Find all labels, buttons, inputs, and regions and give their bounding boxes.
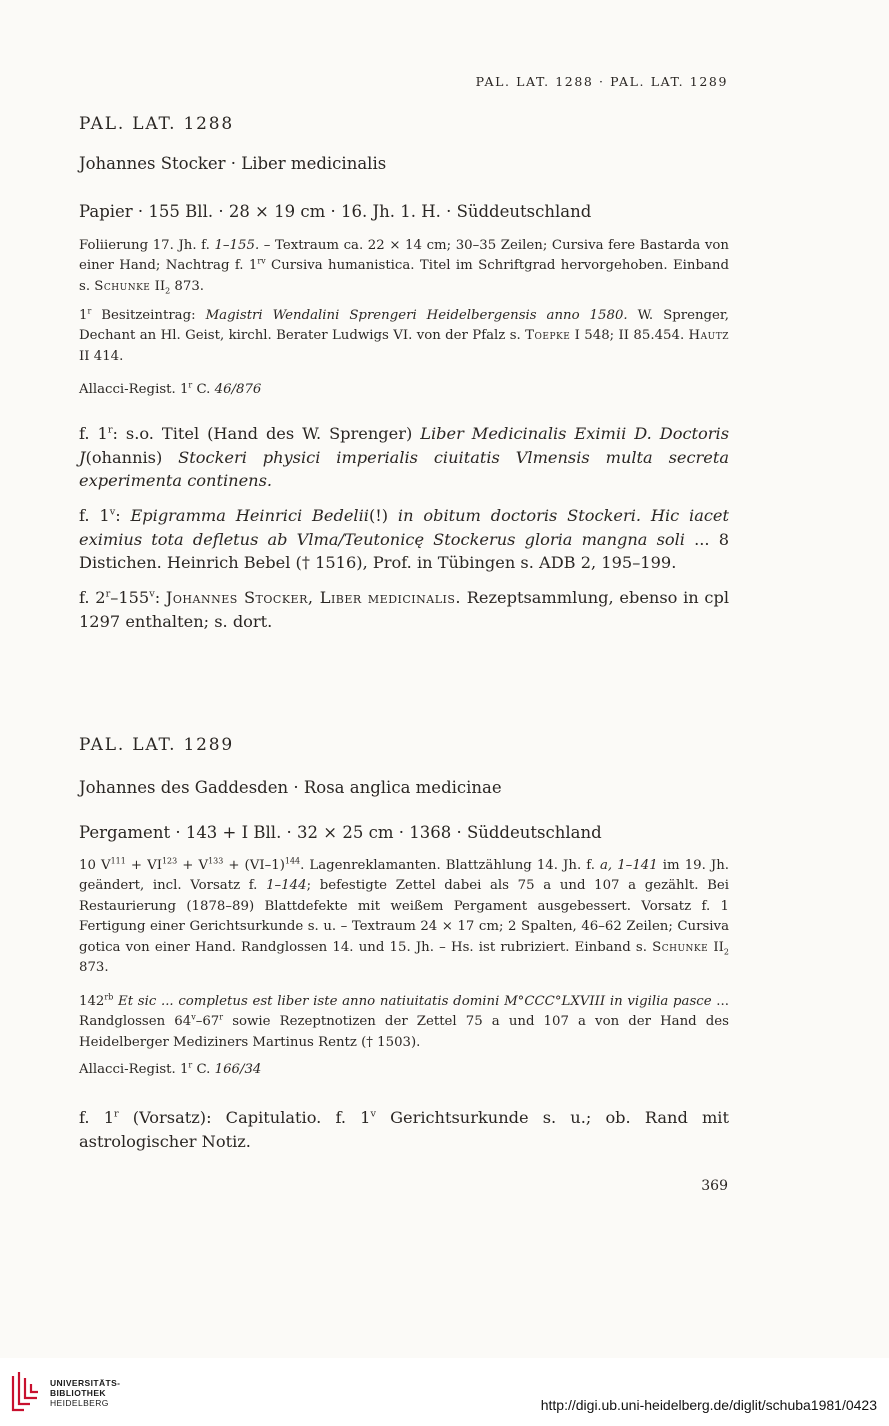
university-library-logo-icon	[10, 1370, 40, 1414]
page-number: 369	[701, 1178, 728, 1194]
entry-title: Johannes des Gaddesden · Rosa anglica medicinae	[79, 778, 502, 797]
codicology-paragraph: Foliierung 17. Jh. f. 1–155. – Textraum ca. 22 × 14 cm; 30–35 Zeilen; Cursiva fere Bastarda von einer Hand; Nachtrag f. $1^{rv}$ Cursiva humanistica. Titel im Schriftgrad hervorgehoben. Einband s. Schunke $II_2$ 873.	[79, 238, 729, 296]
content-paragraph-f2r: f. 2$^r$–155$^v$: Johannes Stocker, Liber medicinalis. Rezeptsammlung, ebenso in cpl 1297 enthalten; s. dort.	[79, 588, 729, 631]
content-paragraph-f1r: f. 1$^r$: s.o. Titel (Hand des W. Sprenger) Liber Medicinalis Eximii D. Doctoris J(ohannis) Stockeri physici imperialis ciuitatis Vlmensis multa secreta experimenta continens.	[79, 424, 730, 491]
permalink-url[interactable]: http://digi.ub.uni-heidelberg.de/diglit/schuba1981/0423	[540, 1397, 877, 1413]
entry-physical-description: Pergament · 143 + I Bll. · 32 × 25 cm · 1368 · Süddeutschland	[79, 823, 602, 842]
entry-signature: PAL. LAT. 1289	[79, 735, 234, 755]
content-paragraph-f1r: f. 1$^r$ (Vorsatz): Capitulatio. f. 1$^v$ Gerichtsurkunde s. u.; ob. Rand mit astrologischer Notiz.	[79, 1108, 729, 1151]
colophon-paragraph: $142^{rb}$ Et sic ... completus est liber iste anno natiuitatis domini M°CCC°LXVIII in vigilia pasce ... Randglossen 64$^v$–67$^r$ sowie Rezeptnotizen der Zettel 75 a und 107 a von der Hand des Heidelberger Mediziners Martinus Rentz († 1503).	[79, 992, 729, 1050]
institution-name: UNIVERSITÄTS- BIBLIOTHEK HEIDELBERG	[50, 1378, 121, 1408]
entry-signature: PAL. LAT. 1288	[79, 114, 234, 134]
allacci-register: Allacci-Regist. 1$^r$ C. 166/34	[79, 1060, 262, 1077]
provenance-paragraph: 1$^r$ Besitzeintrag: Magistri Wendalini Sprengeri Heidelbergensis anno 1580. W. Sprenger, Dechant an Hl. Geist, kirchl. Berater Ludwigs VI. von der Pfalz s. Toepke I 548; II 85.454. Hautz II 414.	[79, 306, 730, 364]
entry-title: Johannes Stocker · Liber medicinalis	[79, 154, 387, 173]
viewer-footer	[0, 1358, 889, 1426]
allacci-register: Allacci-Regist. 1$^r$ C. 46/876	[79, 380, 262, 397]
codicology-paragraph: 10 $V^{111} + VI^{123} + V^{133} + (VI-1)^{144}$. Lagenreklamanten. Blattzählung 14. Jh. f. a, 1–141 im 19. Jh. geändert, incl. Vorsatz f. 1–144; befestigte Zettel dabei als 75 a und 107 a gezählt. Bei Restaurierung (1878–89) Blattdefekte mit weißem Pergament ausgebessert. Vorsatz f. 1 Fertigung einer Gerichtsurkunde s. u. – Textraum 24 × 17 cm; 2 Spalten, 46–62 Zeilen; Cursiva gotica von einer Hand. Randglossen 14. und 15. Jh. – Hs. ist rubriziert. Einband s. Schunke $II_2$ 873.	[79, 856, 730, 976]
content-paragraph-f1v: f. 1$^v$: Epigramma Heinrici Bedelii(!) in obitum doctoris Stockeri. Hic iacet eximius tota defletus ab Vlma/Teutonicę Stockerus gloria mangna soli ... 8 Distichen. Heinrich Bebel († 1516), Prof. in Tübingen s. ADB 2, 195–199.	[79, 506, 730, 573]
running-head: PAL. LAT. 1288 · PAL. LAT. 1289	[475, 74, 728, 89]
entry-physical-description: Papier · 155 Bll. · 28 × 19 cm · 16. Jh. 1. H. · Süddeutschland	[79, 202, 592, 221]
